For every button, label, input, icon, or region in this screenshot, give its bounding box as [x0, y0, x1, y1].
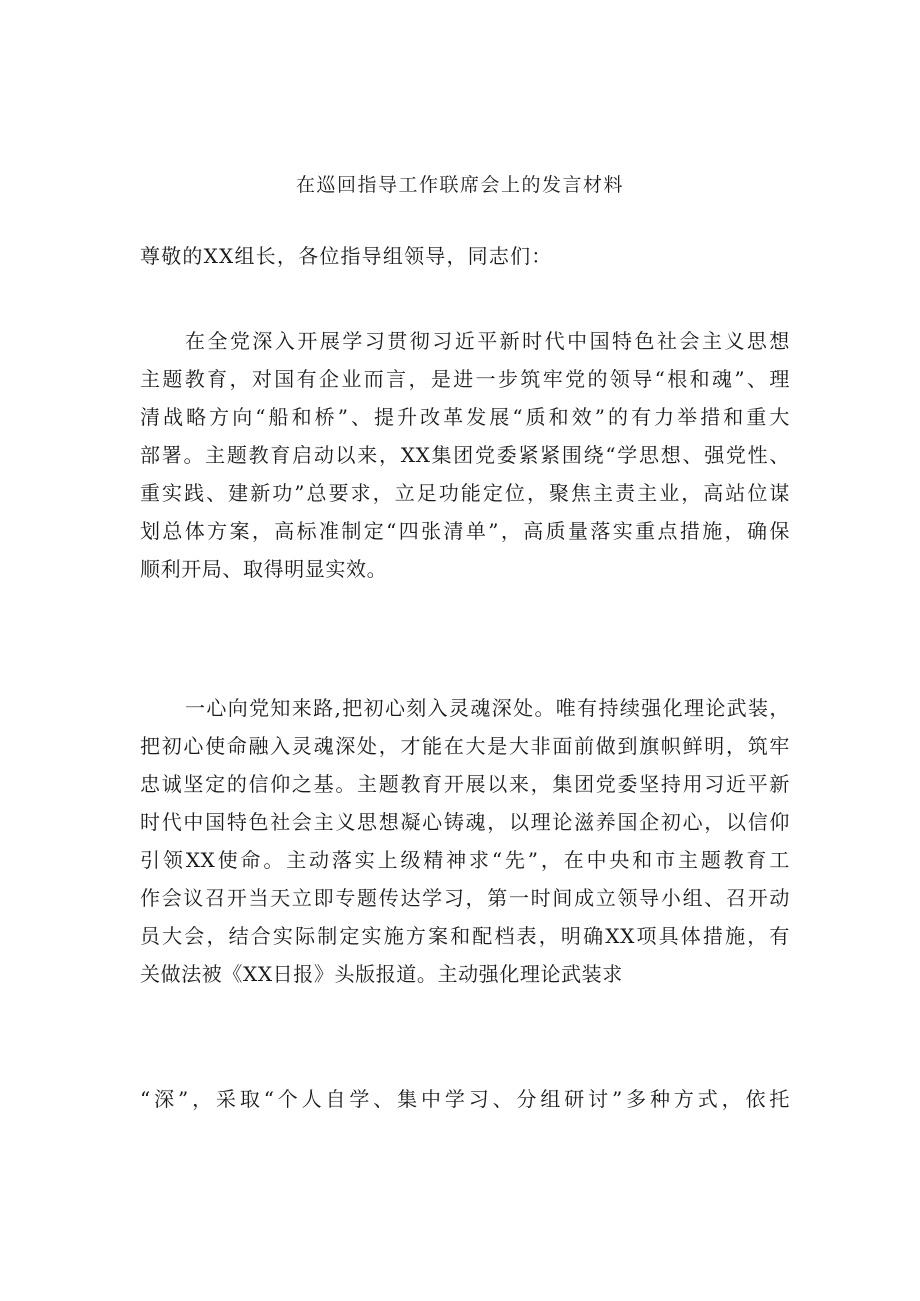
paragraph-line: 一心向党知来路,把初心刻入灵魂深处。唯有持续强化理论武装，: [185, 696, 790, 720]
paragraph-line: 划总体方案，高标准制定“四张清单”，高质量落实重点措施，确保: [140, 519, 790, 543]
paragraph-section-one: [140, 689, 790, 993]
paragraph-line: 在全党深入开展学习贯彻习近平新时代中国特色社会主义思想: [185, 329, 790, 353]
paragraph-line: 部署。主题教育启动以来，XX集团党委紧紧围绕“学思想、强党性、: [140, 443, 790, 467]
paragraph-line: 重实践、建新功”总要求，立足功能定位，聚焦主责主业，高站位谋: [140, 481, 790, 505]
paragraph-intro: [140, 322, 790, 588]
paragraph-line: 关做法被《XX日报》头版报道。主动强化理论武装求: [140, 962, 623, 986]
paragraph-line: 顺利开局、取得明显实效。: [140, 557, 388, 581]
paragraph-line: 引领XX使命。主动落实上级精神求“先”，在中央和市主题教育工: [140, 848, 790, 872]
document-title: 在巡回指导工作联席会上的发言材料: [295, 174, 624, 196]
paragraph-line: 忠诚坚定的信仰之基。主题教育开展以来，集团党委坚持用习近平新: [140, 772, 790, 796]
paragraph-continuation: [140, 1080, 790, 1118]
paragraph-line: 时代中国特色社会主义思想凝心铸魂，以理论滋养国企初心，以信仰: [140, 810, 790, 834]
paragraph-line: “深”，采取“个人自学、集中学习、分组研讨”多种方式，依托: [140, 1087, 790, 1111]
paragraph-line: 把初心使命融入灵魂深处，才能在大是大非面前做到旗帜鲜明，筑牢: [140, 734, 790, 758]
salutation: 尊敬的XX组长，各位指导组领导，同志们：: [140, 244, 553, 268]
paragraph-line: 清战略方向“船和桥”、提升改革发展“质和效”的有力举措和重大: [140, 405, 790, 429]
paragraph-line: 主题教育，对国有企业而言，是进一步筑牢党的领导“根和魂”、理: [140, 367, 790, 391]
paragraph-line: 作会议召开当天立即专题传达学习，第一时间成立领导小组、召开动: [140, 886, 790, 910]
paragraph-line: 员大会，结合实际制定实施方案和配档表，明确XX项具体措施，有: [140, 924, 790, 948]
